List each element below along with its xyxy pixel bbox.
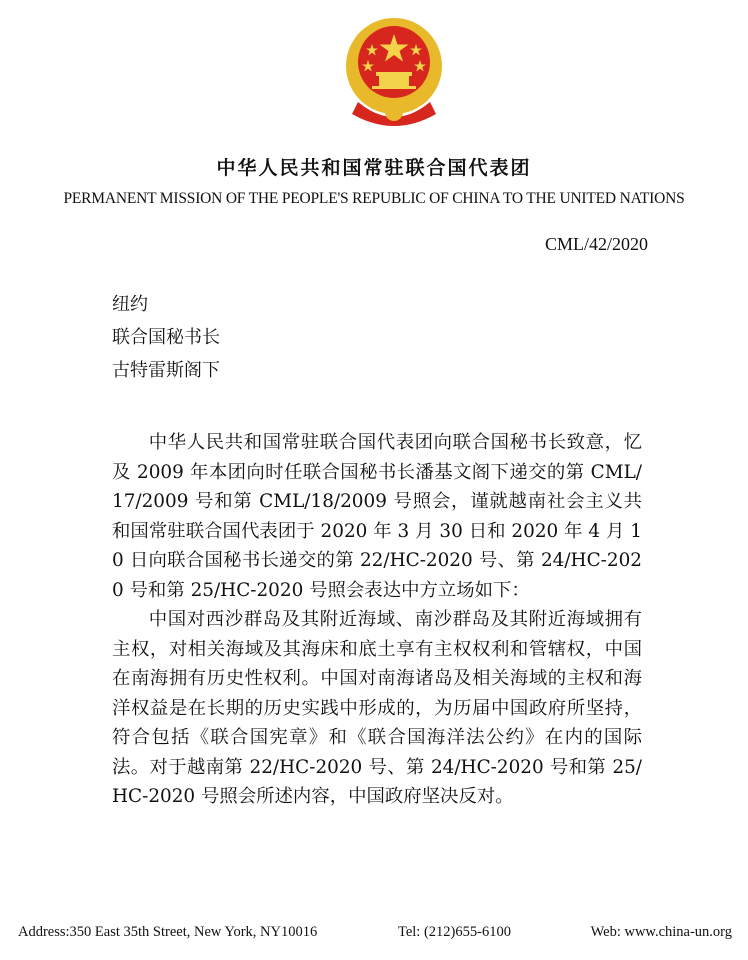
addressee-block <box>112 288 220 387</box>
footer-website: Web: www.china-un.org <box>590 924 732 940</box>
emblem-cogwheel <box>385 103 403 121</box>
body-paragraph-1: 中华人民共和国常驻联合国代表团向联合国秘书长致意，忆及 2009 年本团向时任联合国秘书长潘基文阁下递交的第 CML/17/2009 号和第 CML/18/2009 号照会，谨就越南社会主义共和国常驻联合国代表团于 2020 年 3 月 30 日和 2020 年 4 月 10 日向联合国秘书长递交的第 22/HC-2020 号、第 24/HC-2020 号和第 25/HC-2020 号照会表达中方立场如下： <box>112 432 642 601</box>
mission-title-english: PERMANENT MISSION OF THE PEOPLE'S REPUBLIC OF CHINA TO THE UNITED NATIONS <box>63 190 685 207</box>
addressee-city: 纽约 <box>112 294 148 315</box>
note-body <box>112 428 642 812</box>
emblem-gate-body <box>379 76 409 86</box>
emblem-gate-roof <box>376 72 412 76</box>
note-reference-number: CML/42/2020 <box>544 234 648 254</box>
mission-title-chinese: 中华人民共和国常驻联合国代表团 <box>216 157 532 179</box>
national-emblem-icon <box>338 14 450 132</box>
body-paragraph-2: 中国对西沙群岛及其附近海域、南沙群岛及其附近海域拥有主权，对相关海域及其海床和底土享有主权权利和管辖权，中国在南海拥有历史性权利。中国对南海诸岛及相关海域的主权和海洋权益是在长期的历史实践中形成的，为历届中国政府所坚持，符合包括《联合国宪章》和《联合国海洋法公约》在内的国际法。对于越南第 22/HC-2020 号、第 24/HC-2020 号和第 25/HC-2020 号照会所述内容，中国政府坚决反对。 <box>112 609 642 807</box>
footer-address: Address:350 East 35th Street, New York, NY10016 <box>18 924 318 940</box>
emblem-gate-base <box>372 86 416 89</box>
addressee-name: 古特雷斯阁下 <box>112 360 220 381</box>
addressee-title: 联合国秘书长 <box>112 327 220 348</box>
footer-telephone: Tel: (212)655-6100 <box>398 924 511 940</box>
